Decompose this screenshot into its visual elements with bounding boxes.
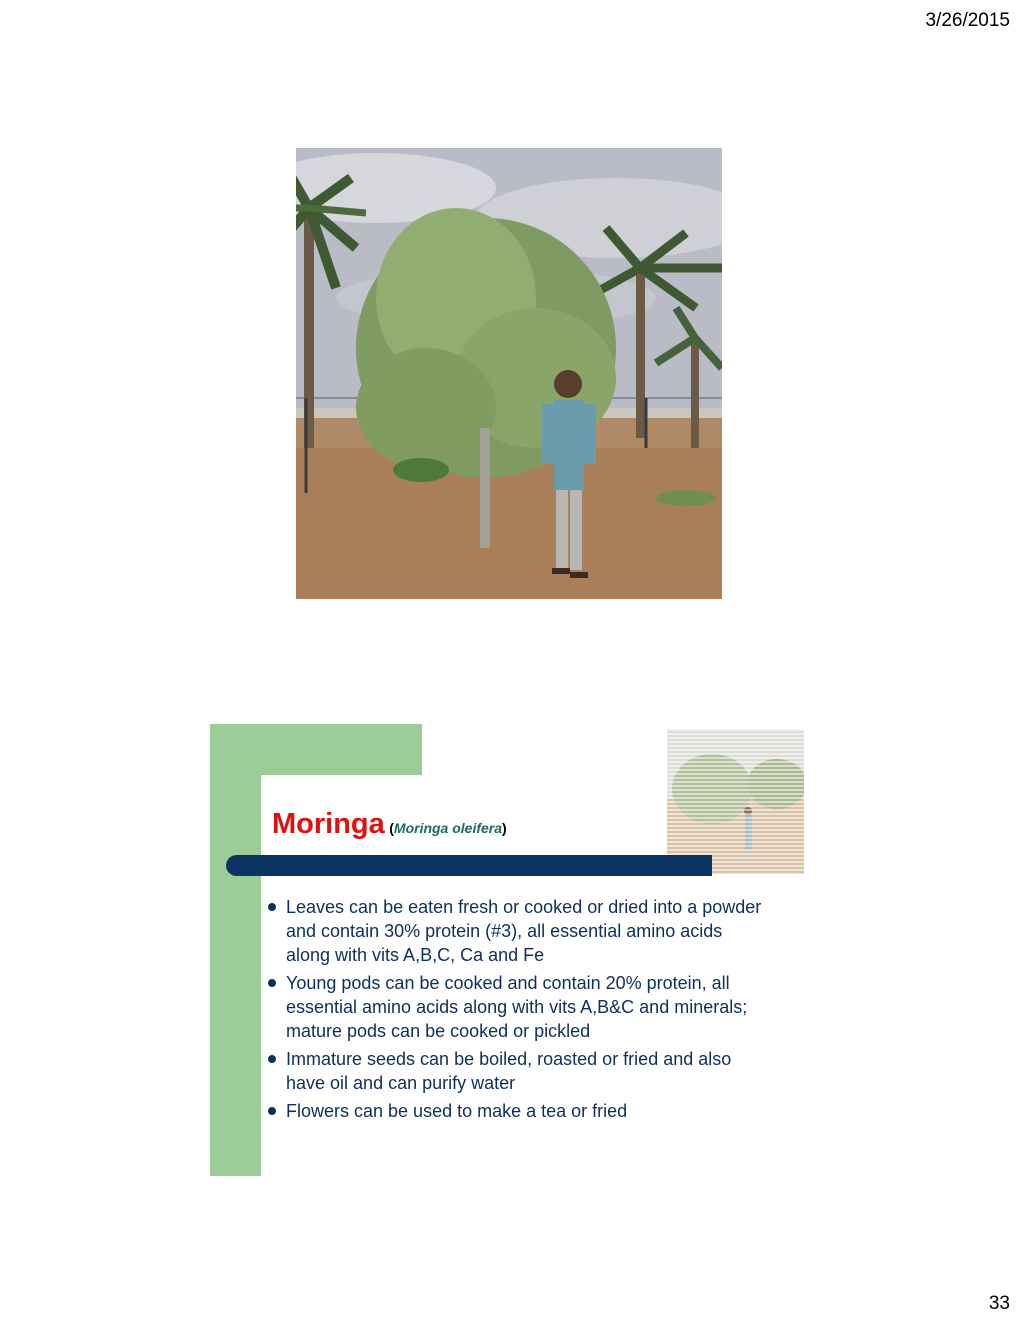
bullet-list	[266, 895, 766, 1127]
title-paren-close: )	[502, 820, 507, 836]
slide-divider-bar	[226, 855, 712, 876]
title-scientific-name: Moringa oleifera	[393, 820, 503, 836]
page-number: 33	[988, 1293, 1010, 1314]
slide-thumbnail-photo	[667, 729, 804, 874]
title-paren-open: (	[389, 820, 394, 836]
bullet-text: Flowers can be used to make a tea or fried	[286, 1101, 628, 1121]
bullet-text: Leaves can be eaten fresh or cooked or dried into a powder and contain 30% protein (#3), all essential amino acids along with vits A,B,C, Ca and Fe	[286, 897, 762, 965]
bullet-dot-icon	[268, 979, 276, 987]
bullet-dot-icon	[268, 1055, 276, 1063]
slide-accent-bar-horizontal	[210, 724, 422, 775]
slide-title	[272, 808, 507, 841]
list-item	[266, 1047, 766, 1095]
list-item	[266, 895, 766, 967]
bullet-text: Young pods can be cooked and contain 20% protein, all essential amino acids along with vits A,B&C and minerals; mature pods can be cooked or pickled	[286, 973, 748, 1041]
date-stamp: 3/26/2015	[925, 10, 1010, 31]
list-item	[266, 1099, 766, 1123]
title-common-name: Moringa	[272, 808, 385, 840]
bullet-dot-icon	[268, 1107, 276, 1115]
slide-accent-bar-vertical	[210, 724, 261, 1176]
bullet-text: Immature seeds can be boiled, roasted or fried and also have oil and can purify water	[286, 1049, 732, 1093]
list-item	[266, 971, 766, 1043]
moringa-tree-photo	[296, 148, 722, 599]
bullet-dot-icon	[268, 903, 276, 911]
